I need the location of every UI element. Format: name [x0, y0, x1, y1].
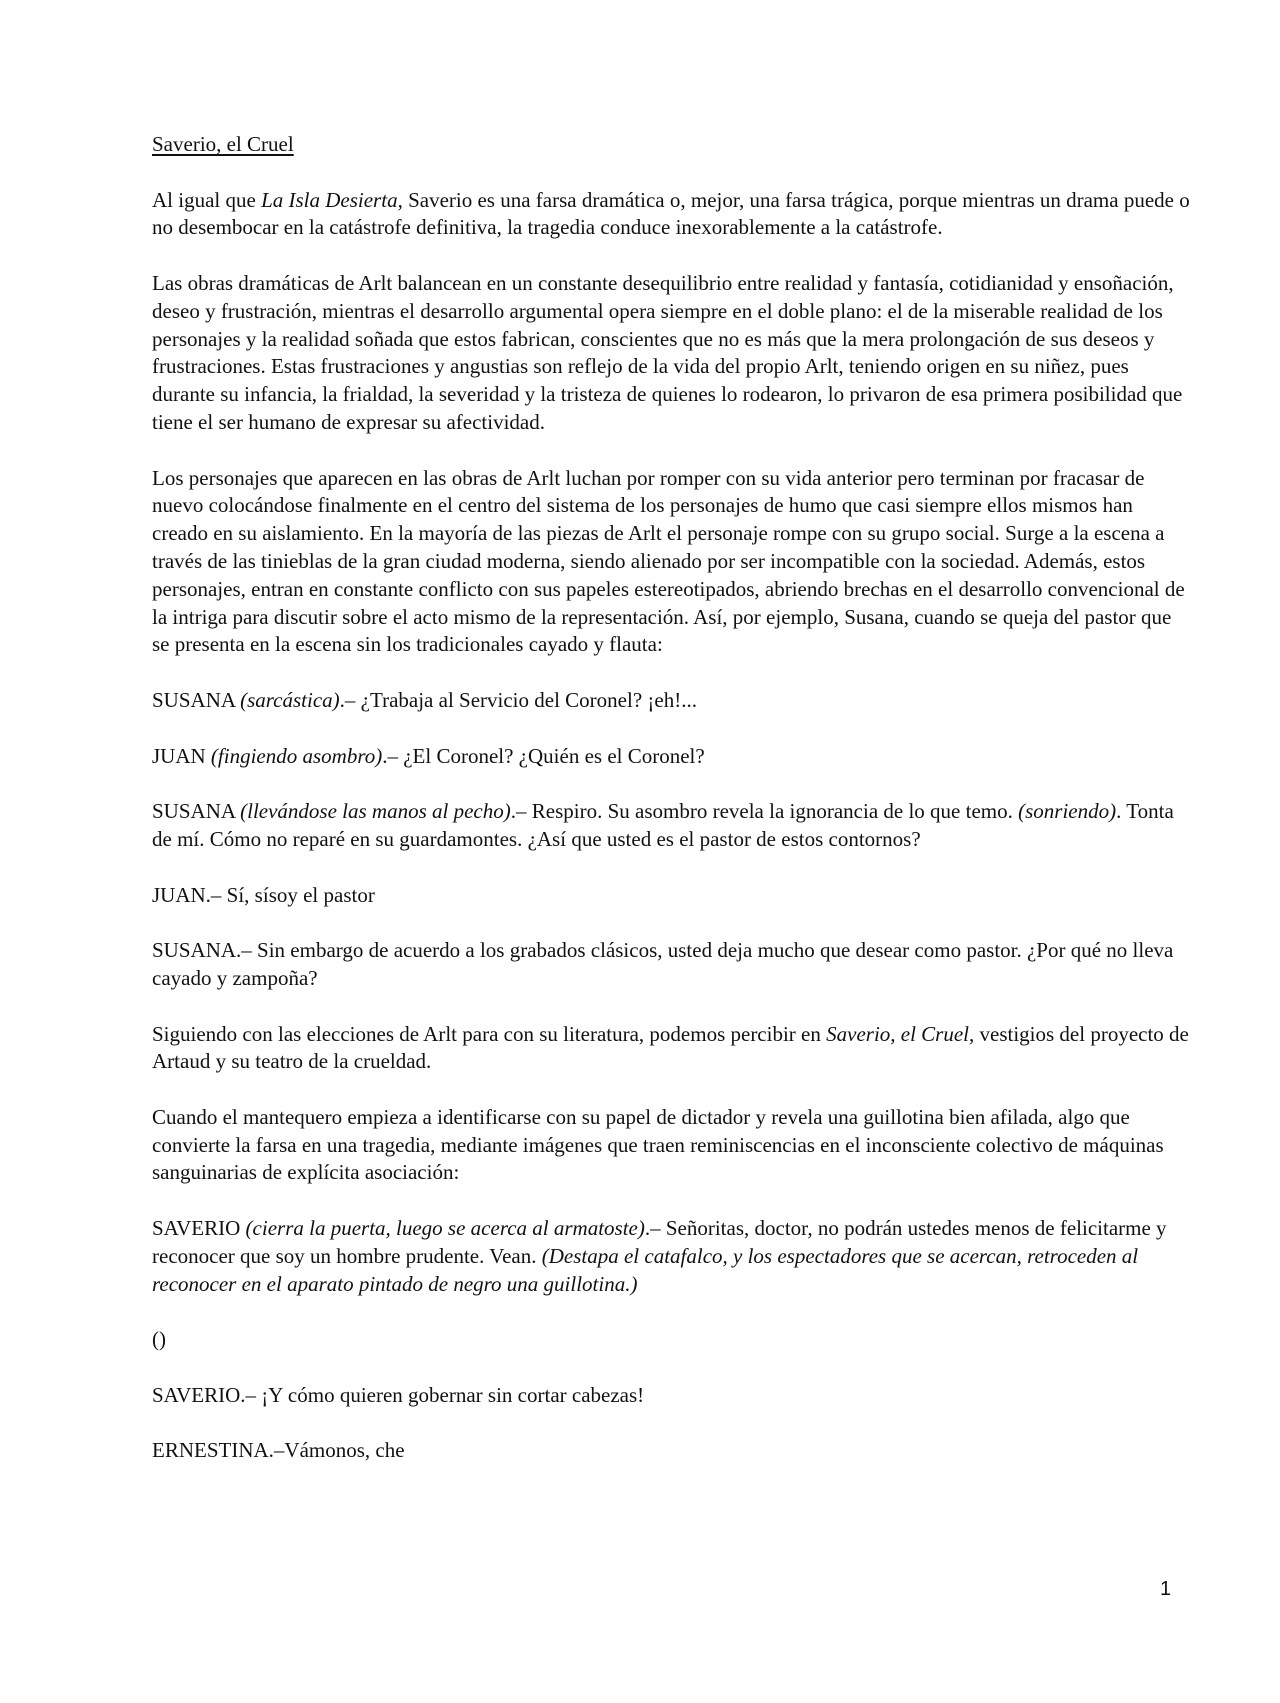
speaker: SAVERIO [152, 1216, 246, 1241]
paragraph-guillotine: Cuando el mantequero empieza a identificarse con su papel de dictador y revela una guillotina bien afilada, algo que convierte la farsa en una tragedia, mediante imágenes que traen reminiscencias en el inconsciente colectivo de máquinas sanguinarias de explícita asociación: [152, 1104, 1164, 1185]
speaker: JUAN [152, 743, 211, 768]
dialogue-susana-2 [152, 798, 1192, 854]
paragraph-artaud-text-a: Siguiendo con las elecciones de Arlt para con su literatura, podemos percibir en [152, 1021, 827, 1046]
dialogue-juan-2: JUAN.– Sí, sísoy el pastor [152, 882, 375, 907]
paragraph-artaud-text-c: vestigios del proyecto de Artaud y su teatro de la crueldad. [152, 1021, 1189, 1074]
dialogue-text: .– Señoritas, doctor, no podrán ustedes menos de felicitarme y reconocer que soy un hombre prudente. Vean. [152, 1216, 1167, 1268]
ellipsis-marker: () [152, 1327, 166, 1352]
dialogue-text: .– ¿El Coronel? ¿Quién es el Coronel? [382, 743, 705, 768]
dialogue-susana-1 [152, 687, 1192, 715]
paragraph-arlt-works: Las obras dramáticas de Arlt balancean en un constante desequilibrio entre realidad y fantasía, cotidianidad y ensoñación, deseo y frustración, mientras el desarrollo argumental opera siempre en el doble plano: el de la miserable realidad de los personajes y la realidad soñada que estos fabrican, conscientes que no es más que la mera prolongación de sus deseos y frustraciones. Estas frustraciones y angustias son reflejo de la vida del propio Arlt, teniendo origen en su niñez, pues durante su infancia, la frialdad, la severidad y la tristeza de quienes lo rodearon, lo privaron de esa primera posibilidad que tiene el ser humano de expresar su afectividad. [152, 270, 1183, 434]
speaker: SUSANA [152, 799, 241, 824]
stage-direction: (sarcástica) [240, 687, 340, 712]
stage-direction-2: (Destapa el catafalco, y los espectadores que se acercan, retroceden al reconocer en el aparato pintado de negro una guillotina.) [152, 1243, 1139, 1296]
stage-direction-2: (sonriendo) [1018, 799, 1117, 824]
dialogue-saverio-2: SAVERIO.– ¡Y cómo quieren gobernar sin cortar cabezas! [152, 1382, 645, 1407]
dialogue-text-2: . Tonta de mí. Cómo no reparé en su guardamontes. ¿Así que usted es el pastor de estos contornos? [152, 799, 1174, 851]
dialogue-saverio-1 [152, 1215, 1192, 1298]
stage-direction: (cierra la puerta, luego se acerca al armatoste) [245, 1216, 645, 1241]
dialogue-text: .– Respiro. Su asombro revela la ignorancia de lo que temo. [510, 799, 1019, 824]
stage-direction: (llevándose las manos al pecho) [240, 799, 511, 824]
paragraph-intro [152, 187, 1192, 243]
document-body [152, 131, 1192, 1493]
paragraph-artaud-work-title: Saverio, el Cruel, [826, 1021, 975, 1046]
paragraph-intro-work-title: La Isla Desierta [261, 187, 398, 212]
dialogue-ernestina: ERNESTINA.–Vámonos, che [152, 1438, 405, 1463]
dialogue-juan-1 [152, 743, 1192, 771]
dialogue-susana-3: SUSANA.– Sin embargo de acuerdo a los grabados clásicos, usted deja mucho que desear como pastor. ¿Por qué no lleva cayado y zampoña? [152, 938, 1174, 990]
page-number: 1 [1160, 1578, 1172, 1600]
stage-direction: (fingiendo asombro) [210, 743, 383, 768]
document-title: Saverio, el Cruel [152, 132, 294, 156]
paragraph-artaud [152, 1021, 1192, 1077]
dialogue-text: .– ¿Trabaja al Servicio del Coronel? ¡eh!... [339, 687, 697, 712]
paragraph-intro-text-a: Al igual que [152, 187, 262, 212]
paragraph-characters: Los personajes que aparecen en las obras de Arlt luchan por romper con su vida anterior pero terminan por fracasar de nuevo colocándose finalmente en el centro del sistema de los personajes de humo que casi siempre ellos mismos han creado en su aislamiento. En la mayoría de las piezas de Arlt el personaje rompe con su grupo social. Surge a la escena a través de las tinieblas de la gran ciudad moderna, siendo alienado por ser incompatible con la sociedad. Además, estos personajes, entran en constante conflicto con sus papeles estereotipados, abriendo brechas en el desarrollo convencional de la intriga para discutir sobre el acto mismo de la representación. Así, por ejemplo, Susana, cuando se queja del pastor que se presenta en la escena sin los tradicionales cayado y flauta: [152, 465, 1185, 657]
paragraph-intro-text-c: , Saverio es una farsa dramática o, mejor, una farsa trágica, porque mientras un drama puede o no desembocar en la catástrofe definitiva, la tragedia conduce inexorablemente a la catástrofe. [152, 187, 1190, 240]
speaker: SUSANA [152, 687, 241, 712]
